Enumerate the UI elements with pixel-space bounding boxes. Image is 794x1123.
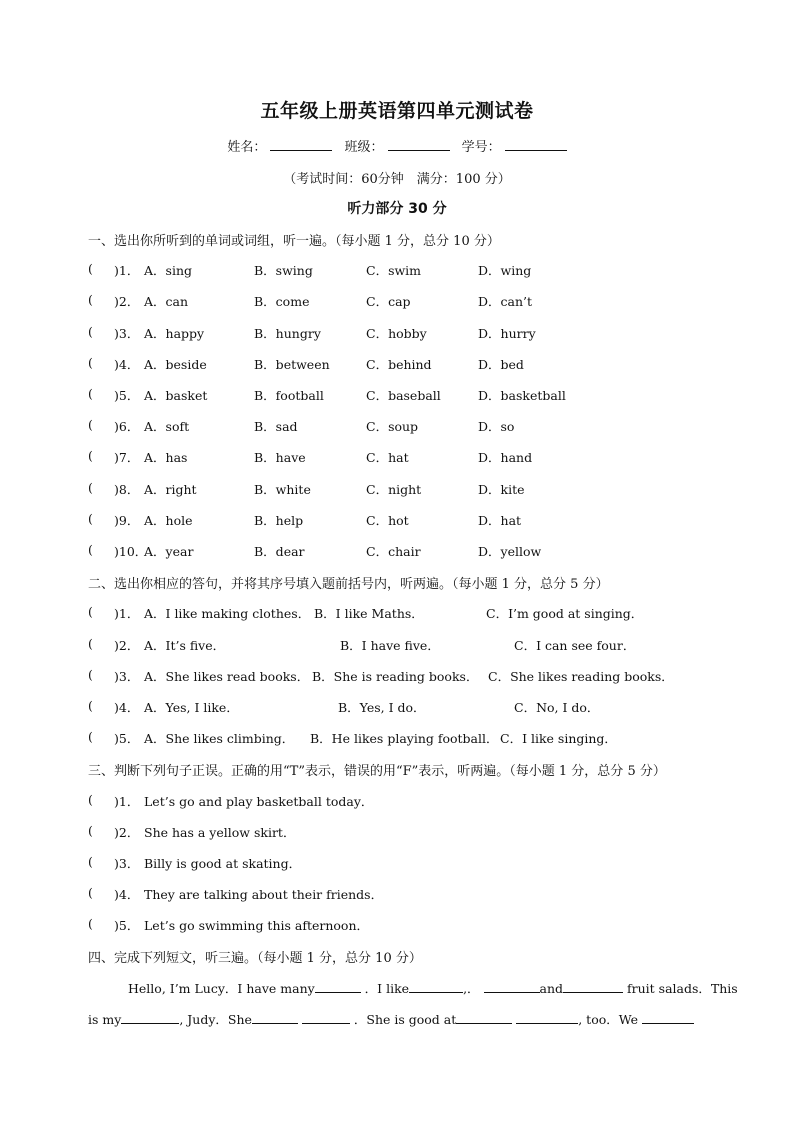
option-b: B．dear [254, 544, 305, 559]
passage-1-part1: Hello, I’m Lucy．I have many [128, 981, 315, 996]
passage-blank[interactable] [516, 1012, 578, 1024]
option-a: A．beside [144, 357, 207, 372]
option-a: A．She likes read books． [144, 669, 310, 684]
answer-paren-open[interactable]: ( [88, 667, 93, 682]
statement-number: )5． [114, 918, 140, 933]
option-d: D．yellow [478, 544, 542, 559]
question-number: )5． [114, 388, 140, 403]
option-c: C．I can see four． [514, 638, 636, 653]
section3-heading: 三、判断下列句子正误。正确的用“T”表示，错误的用“F”表示，听两遍。（每小题 1 分，总分 5 分） [88, 764, 666, 779]
question-row [88, 448, 728, 466]
option-c: C．swim [366, 263, 422, 278]
option-d: D．hat [478, 513, 522, 528]
passage-blank[interactable] [409, 981, 463, 993]
option-a: A．It’s five． [144, 638, 226, 653]
option-d: D．basketball [478, 388, 566, 403]
answer-paren-open[interactable]: ( [88, 823, 93, 838]
statement-number: )2． [114, 825, 140, 840]
option-b: B．help [254, 513, 304, 528]
answer-paren-open[interactable]: ( [88, 792, 93, 807]
question-row [88, 729, 728, 747]
question-number: )3． [114, 326, 140, 341]
option-d: D．wing [478, 263, 532, 278]
question-row [88, 604, 728, 622]
student-info-line [0, 136, 794, 155]
answer-paren-open[interactable]: ( [88, 604, 93, 619]
passage-blank[interactable] [484, 981, 540, 993]
option-c: C．I like singing． [500, 731, 617, 746]
statement-row [88, 916, 728, 934]
option-c: C．soup [366, 419, 419, 434]
statement-row [88, 823, 728, 841]
statement-text: Billy is good at skating． [144, 856, 302, 871]
statement-text: They are talking about their friends． [144, 887, 384, 902]
answer-paren-open[interactable]: ( [88, 636, 93, 651]
class-label: 班级： [344, 140, 384, 155]
passage-1-part3: ,． [463, 981, 480, 996]
option-d: D．kite [478, 482, 525, 497]
answer-paren-open[interactable]: ( [88, 355, 93, 370]
option-a: A．sing [144, 263, 192, 278]
id-blank[interactable] [505, 139, 567, 151]
answer-paren-open[interactable]: ( [88, 854, 93, 869]
option-a: A．soft [144, 419, 190, 434]
question-number: )1． [114, 606, 140, 621]
section2-heading: 二、选出你相应的答句，并将其序号填入题前括号内，听两遍。（每小题 1 分，总分 5 分） [88, 577, 609, 592]
question-row [88, 667, 728, 685]
question-row [88, 480, 728, 498]
option-c: C．behind [366, 357, 432, 372]
question-row [88, 261, 728, 279]
answer-paren-open[interactable]: ( [88, 729, 93, 744]
passage-2-part4: , too．We [578, 1012, 638, 1027]
option-b: B．have [254, 450, 306, 465]
answer-paren-open[interactable]: ( [88, 448, 93, 463]
statement-text: Let’s go and play basketball today． [144, 794, 374, 809]
question-number: )8． [114, 482, 140, 497]
option-a: A．happy [144, 326, 205, 341]
option-d: D．hand [478, 450, 533, 465]
statement-number: )3． [114, 856, 140, 871]
question-row [88, 355, 728, 373]
statement-number: )1． [114, 794, 140, 809]
option-c: C．hat [366, 450, 409, 465]
answer-paren-open[interactable]: ( [88, 417, 93, 432]
option-b: B．He likes playing football． [310, 731, 499, 746]
option-c: C．baseball [366, 388, 441, 403]
answer-paren-open[interactable]: ( [88, 885, 93, 900]
option-a: A．Yes, I like． [144, 700, 239, 715]
question-number: )4． [114, 700, 140, 715]
statement-row [88, 885, 728, 903]
answer-paren-open[interactable]: ( [88, 292, 93, 307]
option-b: B．I have five． [340, 638, 440, 653]
option-c: C．hobby [366, 326, 427, 341]
question-number: )7． [114, 450, 140, 465]
question-number: )5． [114, 731, 140, 746]
question-row [88, 417, 728, 435]
question-number: )2． [114, 638, 140, 653]
statement-row [88, 792, 728, 810]
option-b: B．between [254, 357, 330, 372]
option-c: C．night [366, 482, 422, 497]
question-row [88, 511, 728, 529]
option-a: A．I like making clothes． [144, 606, 311, 621]
question-row [88, 292, 728, 310]
answer-paren-open[interactable]: ( [88, 324, 93, 339]
section1-heading: 一、选出你所听到的单词或词组，听一遍。（每小题 1 分，总分 10 分） [88, 234, 500, 249]
answer-paren-open[interactable]: ( [88, 511, 93, 526]
option-c: C．cap [366, 294, 411, 309]
statement-row [88, 854, 728, 872]
exam-info: （考试时间：60分钟 满分：100 分） [283, 172, 511, 187]
answer-paren-open[interactable]: ( [88, 480, 93, 495]
question-row [88, 324, 728, 342]
passage-blank[interactable] [563, 981, 623, 993]
passage-1-part5: fruit salads．This [627, 981, 738, 996]
passage-2-part3: ．She is good at [353, 1012, 457, 1027]
statement-text: Let’s go swimming this afternoon． [144, 918, 370, 933]
name-label: 姓名： [227, 140, 267, 155]
option-c: C．No, I do． [514, 700, 600, 715]
option-a: A．can [144, 294, 189, 309]
question-number: )6． [114, 419, 140, 434]
passage-blank[interactable] [252, 1012, 298, 1024]
option-d: D．can’t [478, 294, 533, 309]
passage-line-2 [88, 1010, 694, 1028]
question-row [88, 698, 728, 716]
option-a: A．She likes climbing． [144, 731, 295, 746]
option-c: C．chair [366, 544, 421, 559]
id-label: 学号： [461, 140, 501, 155]
option-b: B．football [254, 388, 324, 403]
option-c: C．hot [366, 513, 409, 528]
question-number: )2． [114, 294, 140, 309]
passage-blank[interactable] [642, 1012, 694, 1024]
option-a: A．year [144, 544, 194, 559]
passage-1-part4: and [539, 981, 564, 996]
section4-heading: 四、完成下列短文，听三遍。（每小题 1 分，总分 10 分） [88, 951, 422, 966]
answer-paren-open[interactable]: ( [88, 261, 93, 276]
class-blank[interactable] [388, 139, 450, 151]
option-b: B．swing [254, 263, 313, 278]
question-number: )1． [114, 263, 140, 278]
question-number: )3． [114, 669, 140, 684]
option-b: B．I like Maths． [314, 606, 424, 621]
passage-blank[interactable] [315, 981, 361, 993]
option-a: A．right [144, 482, 197, 497]
option-a: A．has [144, 450, 188, 465]
option-c: C．I’m good at singing． [486, 606, 644, 621]
answer-paren-open[interactable]: ( [88, 542, 93, 557]
answer-paren-open[interactable]: ( [88, 386, 93, 401]
listening-part-title: 听力部分 30 分 [347, 201, 447, 217]
option-b: B．sad [254, 419, 298, 434]
passage-blank[interactable] [121, 1012, 179, 1024]
answer-paren-open[interactable]: ( [88, 916, 93, 931]
option-a: A．hole [144, 513, 193, 528]
option-b: B．come [254, 294, 310, 309]
statement-text: She has a yellow skirt． [144, 825, 296, 840]
option-b: B．hungry [254, 326, 321, 341]
passage-blank[interactable] [456, 1012, 512, 1024]
name-blank[interactable] [270, 139, 332, 151]
option-b: B．She is reading books． [312, 669, 479, 684]
statement-number: )4． [114, 887, 140, 902]
option-a: A．basket [144, 388, 208, 403]
passage-1-part2: ．I like [364, 981, 410, 996]
question-row [88, 542, 728, 560]
option-d: D．bed [478, 357, 524, 372]
question-number: )10． [114, 544, 148, 559]
passage-line-1 [128, 979, 738, 997]
question-row [88, 636, 728, 654]
option-c: C．She likes reading books． [488, 669, 674, 684]
question-number: )4． [114, 357, 140, 372]
option-d: D．so [478, 419, 515, 434]
passage-blank[interactable] [302, 1012, 350, 1024]
answer-paren-open[interactable]: ( [88, 698, 93, 713]
question-row [88, 386, 728, 404]
option-d: D．hurry [478, 326, 536, 341]
question-number: )9． [114, 513, 140, 528]
passage-2-part1: is my [88, 1012, 122, 1027]
option-b: B．Yes, I do． [338, 700, 426, 715]
passage-2-part2: , Judy．She [179, 1012, 252, 1027]
option-b: B．white [254, 482, 311, 497]
page-title: 五年级上册英语第四单元测试卷 [260, 100, 534, 122]
